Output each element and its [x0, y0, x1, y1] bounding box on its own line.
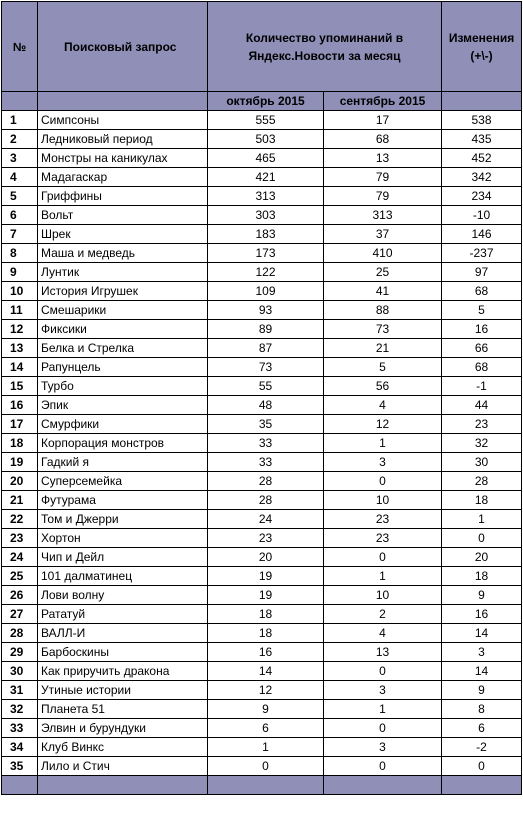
header-changes: Изменения (+\-): [442, 2, 522, 92]
table-row: [2, 453, 522, 472]
row-september: 73: [324, 320, 442, 339]
row-september: 3: [324, 738, 442, 757]
row-september: 4: [324, 624, 442, 643]
row-september: 1: [324, 700, 442, 719]
row-september: 1: [324, 567, 442, 586]
row-change: 66: [442, 339, 522, 358]
row-number: 3: [2, 149, 38, 168]
row-october: 73: [208, 358, 324, 377]
row-change: 16: [442, 605, 522, 624]
row-change: 435: [442, 130, 522, 149]
row-number: 24: [2, 548, 38, 567]
row-change: 146: [442, 225, 522, 244]
row-change: 14: [442, 624, 522, 643]
table-row: [2, 605, 522, 624]
header-row: [2, 2, 522, 92]
row-number: 2: [2, 130, 38, 149]
table-row: [2, 111, 522, 130]
row-september: 13: [324, 149, 442, 168]
row-october: 18: [208, 605, 324, 624]
row-october: 313: [208, 187, 324, 206]
row-number: 8: [2, 244, 38, 263]
row-change: 0: [442, 529, 522, 548]
header-mentions: Количество упоминаний в Яндекс.Новости за месяц: [208, 2, 442, 92]
row-october: 33: [208, 434, 324, 453]
row-number: 20: [2, 472, 38, 491]
row-change: 3: [442, 643, 522, 662]
row-query: Смешарики: [38, 301, 208, 320]
table-row: [2, 681, 522, 700]
row-change: 23: [442, 415, 522, 434]
row-query: Смурфики: [38, 415, 208, 434]
row-number: 4: [2, 168, 38, 187]
table-row: [2, 567, 522, 586]
row-change: 30: [442, 453, 522, 472]
row-number: 35: [2, 757, 38, 776]
row-query: Турбо: [38, 377, 208, 396]
row-october: 24: [208, 510, 324, 529]
row-query: Мадагаскар: [38, 168, 208, 187]
row-october: 109: [208, 282, 324, 301]
row-september: 3: [324, 681, 442, 700]
row-query: Белка и Стрелка: [38, 339, 208, 358]
row-change: 44: [442, 396, 522, 415]
subheader-row: [2, 92, 522, 111]
table-row: [2, 548, 522, 567]
row-september: 0: [324, 548, 442, 567]
row-october: 20: [208, 548, 324, 567]
table-row: [2, 320, 522, 339]
row-number: 19: [2, 453, 38, 472]
row-change: 68: [442, 282, 522, 301]
row-september: 4: [324, 396, 442, 415]
row-query: Том и Джерри: [38, 510, 208, 529]
table-row: [2, 510, 522, 529]
subheader-empty: [2, 92, 38, 111]
header-num: №: [2, 2, 38, 92]
row-number: 17: [2, 415, 38, 434]
row-october: 35: [208, 415, 324, 434]
row-query: Лунтик: [38, 263, 208, 282]
row-change: -237: [442, 244, 522, 263]
row-october: 303: [208, 206, 324, 225]
row-september: 23: [324, 510, 442, 529]
row-number: 1: [2, 111, 38, 130]
row-query: Вольт: [38, 206, 208, 225]
row-number: 13: [2, 339, 38, 358]
mentions-table: [1, 1, 522, 795]
table-row: [2, 301, 522, 320]
row-october: 173: [208, 244, 324, 263]
row-query: Монстры на каникулах: [38, 149, 208, 168]
row-change: 9: [442, 586, 522, 605]
footer-cell: [324, 776, 442, 795]
row-change: -10: [442, 206, 522, 225]
table-row: [2, 282, 522, 301]
row-number: 32: [2, 700, 38, 719]
row-number: 21: [2, 491, 38, 510]
header-query: Поисковый запрос: [38, 2, 208, 92]
footer-cell: [2, 776, 38, 795]
row-number: 23: [2, 529, 38, 548]
row-number: 22: [2, 510, 38, 529]
row-september: 2: [324, 605, 442, 624]
row-query: Симпсоны: [38, 111, 208, 130]
row-query: Ледниковый период: [38, 130, 208, 149]
row-change: 6: [442, 719, 522, 738]
table-row: [2, 757, 522, 776]
table-row: [2, 662, 522, 681]
row-query: Шрек: [38, 225, 208, 244]
row-query: Рапунцель: [38, 358, 208, 377]
row-october: 9: [208, 700, 324, 719]
table-row: [2, 339, 522, 358]
row-september: 41: [324, 282, 442, 301]
row-query: Гадкий я: [38, 453, 208, 472]
row-october: 28: [208, 491, 324, 510]
table-row: [2, 206, 522, 225]
row-number: 10: [2, 282, 38, 301]
table-row: [2, 396, 522, 415]
row-october: 503: [208, 130, 324, 149]
row-september: 10: [324, 586, 442, 605]
row-october: 23: [208, 529, 324, 548]
row-change: 18: [442, 491, 522, 510]
row-october: 421: [208, 168, 324, 187]
row-change: 538: [442, 111, 522, 130]
row-query: Барбоскины: [38, 643, 208, 662]
row-query: Как приручить дракона: [38, 662, 208, 681]
row-number: 14: [2, 358, 38, 377]
table-row: [2, 263, 522, 282]
row-number: 18: [2, 434, 38, 453]
row-number: 7: [2, 225, 38, 244]
row-number: 31: [2, 681, 38, 700]
row-query: Маша и медведь: [38, 244, 208, 263]
row-number: 6: [2, 206, 38, 225]
row-number: 25: [2, 567, 38, 586]
row-september: 0: [324, 719, 442, 738]
row-query: Гриффины: [38, 187, 208, 206]
row-october: 183: [208, 225, 324, 244]
row-september: 1: [324, 434, 442, 453]
subheader-september: сентябрь 2015: [324, 92, 442, 111]
row-october: 16: [208, 643, 324, 662]
row-september: 79: [324, 187, 442, 206]
row-october: 87: [208, 339, 324, 358]
row-change: 342: [442, 168, 522, 187]
row-september: 23: [324, 529, 442, 548]
row-change: 32: [442, 434, 522, 453]
table-row: [2, 434, 522, 453]
table-row: [2, 491, 522, 510]
row-september: 13: [324, 643, 442, 662]
table-row: [2, 643, 522, 662]
row-september: 68: [324, 130, 442, 149]
row-number: 9: [2, 263, 38, 282]
table-row: [2, 244, 522, 263]
row-number: 34: [2, 738, 38, 757]
footer-cell: [38, 776, 208, 795]
row-september: 88: [324, 301, 442, 320]
row-september: 313: [324, 206, 442, 225]
table-row: [2, 472, 522, 491]
row-september: 0: [324, 757, 442, 776]
row-change: 0: [442, 757, 522, 776]
table-row: [2, 377, 522, 396]
row-october: 0: [208, 757, 324, 776]
row-october: 6: [208, 719, 324, 738]
row-query: Элвин и бурундуки: [38, 719, 208, 738]
row-query: Рататуй: [38, 605, 208, 624]
row-query: 101 далматинец: [38, 567, 208, 586]
row-october: 33: [208, 453, 324, 472]
row-query: Лило и Стич: [38, 757, 208, 776]
row-october: 122: [208, 263, 324, 282]
table-row: [2, 225, 522, 244]
row-september: 25: [324, 263, 442, 282]
row-october: 28: [208, 472, 324, 491]
footer-row: [2, 776, 522, 795]
subheader-empty: [442, 92, 522, 111]
row-number: 11: [2, 301, 38, 320]
row-query: Планета 51: [38, 700, 208, 719]
row-october: 465: [208, 149, 324, 168]
row-number: 5: [2, 187, 38, 206]
row-change: 1: [442, 510, 522, 529]
row-september: 56: [324, 377, 442, 396]
row-september: 410: [324, 244, 442, 263]
row-query: Чип и Дейл: [38, 548, 208, 567]
row-query: Корпорация монстров: [38, 434, 208, 453]
row-change: 452: [442, 149, 522, 168]
row-october: 19: [208, 567, 324, 586]
row-change: 8: [442, 700, 522, 719]
row-change: 5: [442, 301, 522, 320]
table-row: [2, 529, 522, 548]
table-row: [2, 149, 522, 168]
row-change: 234: [442, 187, 522, 206]
row-change: -2: [442, 738, 522, 757]
row-september: 17: [324, 111, 442, 130]
row-number: 27: [2, 605, 38, 624]
table-row: [2, 586, 522, 605]
row-september: 5: [324, 358, 442, 377]
row-october: 55: [208, 377, 324, 396]
row-query: Клуб Винкс: [38, 738, 208, 757]
row-query: Футурама: [38, 491, 208, 510]
row-query: Хортон: [38, 529, 208, 548]
row-october: 93: [208, 301, 324, 320]
table-row: [2, 130, 522, 149]
table-row: [2, 738, 522, 757]
row-number: 29: [2, 643, 38, 662]
row-change: 20: [442, 548, 522, 567]
table-row: [2, 624, 522, 643]
row-query: ВАЛЛ-И: [38, 624, 208, 643]
row-october: 89: [208, 320, 324, 339]
row-september: 79: [324, 168, 442, 187]
table-row: [2, 700, 522, 719]
row-change: 9: [442, 681, 522, 700]
row-september: 0: [324, 662, 442, 681]
subheader-empty: [38, 92, 208, 111]
row-october: 1: [208, 738, 324, 757]
table-row: [2, 358, 522, 377]
row-change: 18: [442, 567, 522, 586]
row-query: Утиные истории: [38, 681, 208, 700]
row-query: Суперсемейка: [38, 472, 208, 491]
row-number: 28: [2, 624, 38, 643]
row-october: 12: [208, 681, 324, 700]
row-number: 12: [2, 320, 38, 339]
row-september: 12: [324, 415, 442, 434]
table-row: [2, 168, 522, 187]
row-change: -1: [442, 377, 522, 396]
footer-cell: [442, 776, 522, 795]
row-october: 19: [208, 586, 324, 605]
row-query: Лови волну: [38, 586, 208, 605]
row-query: Эпик: [38, 396, 208, 415]
row-number: 16: [2, 396, 38, 415]
subheader-october: октябрь 2015: [208, 92, 324, 111]
row-change: 97: [442, 263, 522, 282]
row-september: 10: [324, 491, 442, 510]
row-september: 21: [324, 339, 442, 358]
row-query: История Игрушек: [38, 282, 208, 301]
row-october: 48: [208, 396, 324, 415]
footer-cell: [208, 776, 324, 795]
row-number: 26: [2, 586, 38, 605]
row-september: 37: [324, 225, 442, 244]
row-number: 30: [2, 662, 38, 681]
row-number: 33: [2, 719, 38, 738]
row-change: 14: [442, 662, 522, 681]
row-october: 555: [208, 111, 324, 130]
row-change: 28: [442, 472, 522, 491]
row-september: 3: [324, 453, 442, 472]
row-september: 0: [324, 472, 442, 491]
table-row: [2, 187, 522, 206]
row-october: 14: [208, 662, 324, 681]
row-october: 18: [208, 624, 324, 643]
row-change: 16: [442, 320, 522, 339]
row-number: 15: [2, 377, 38, 396]
row-change: 68: [442, 358, 522, 377]
table-row: [2, 415, 522, 434]
table-row: [2, 719, 522, 738]
table-body: [2, 111, 522, 776]
row-query: Фиксики: [38, 320, 208, 339]
